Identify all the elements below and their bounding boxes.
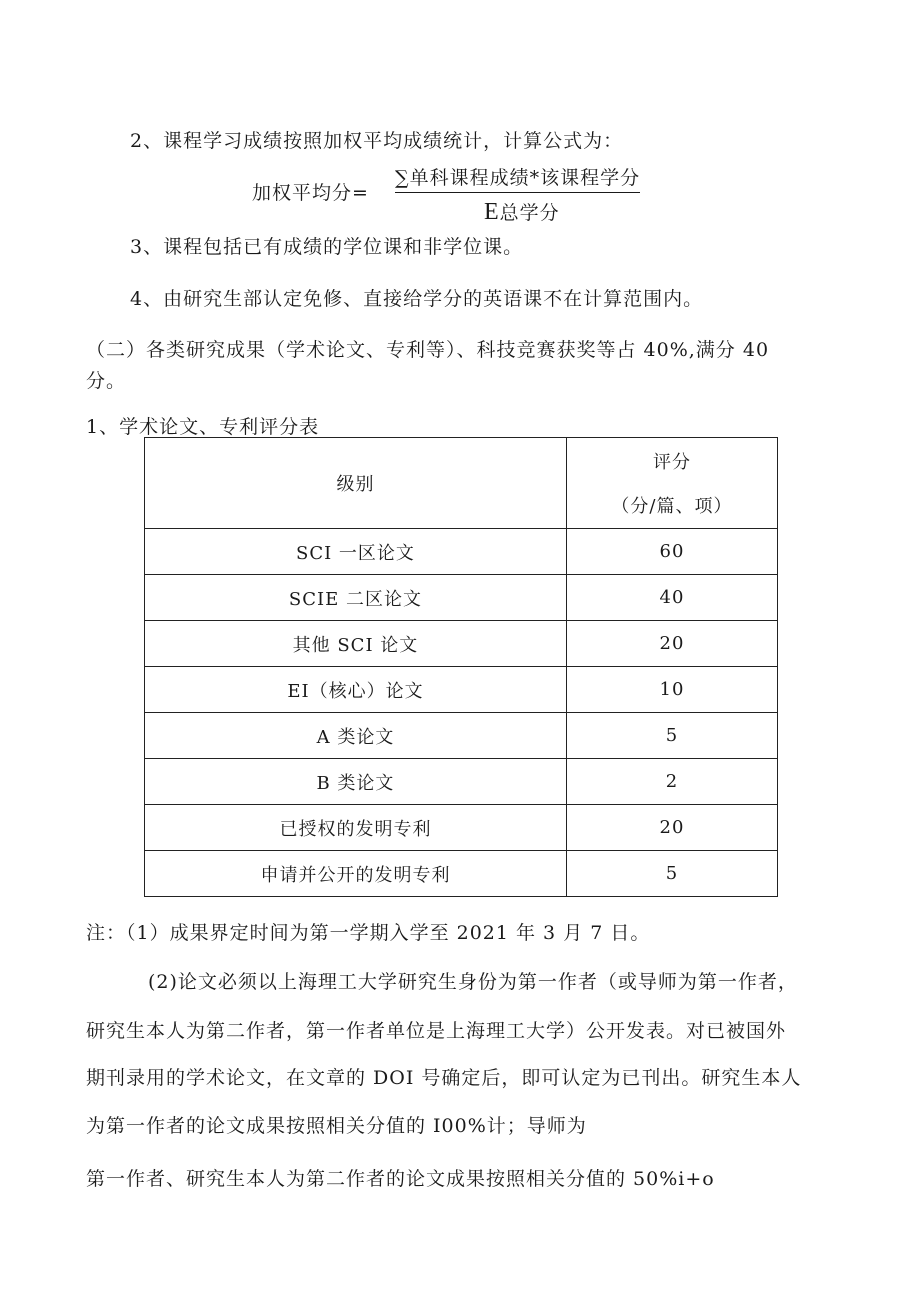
header-score-unit: （分/篇、项）: [611, 496, 733, 517]
header-level: 级别: [145, 438, 567, 529]
section-2-heading-cont: 分。: [86, 370, 127, 392]
header-score: [566, 438, 777, 529]
row-level: EI（核心）论文: [145, 667, 567, 713]
item-4-text: 4、由研究生部认定免修、直接给学分的英语课不在计算范围内。: [130, 288, 704, 310]
formula-numerator: ∑单科课程成绩*该课程学分: [395, 163, 640, 193]
row-level: B 类论文: [145, 759, 567, 805]
row-score: 5: [566, 851, 777, 897]
row-score: 5: [566, 713, 777, 759]
table-row: [145, 667, 778, 713]
note-2-line-4: 为第一作者的论文成果按照相关分值的 I00%计；导师为: [86, 1115, 587, 1137]
formula-denominator-symbol: E: [484, 199, 500, 225]
header-score-label: 评分: [652, 452, 691, 473]
note-2-line-1: (2)论文必须以上海理工大学研究生身份为第一作者（或导师为第一作者，: [148, 971, 798, 993]
table-row: [145, 759, 778, 805]
formula-denominator-text: 总学分: [499, 202, 560, 224]
row-level: 其他 SCI 论文: [145, 621, 567, 667]
row-score: 40: [566, 575, 777, 621]
table-row: [145, 575, 778, 621]
table-row: [145, 529, 778, 575]
item-2-text: 2、课程学习成绩按照加权平均成绩统计，计算公式为：: [130, 130, 624, 152]
table-row: [145, 621, 778, 667]
row-level: SCIE 二区论文: [145, 575, 567, 621]
item-3-text: 3、课程包括已有成绩的学位课和非学位课。: [130, 236, 524, 258]
section-2-heading: （二）各类研究成果（学术论文、专利等）、科技竞赛获奖等占 40%,满分 40: [86, 339, 770, 361]
row-score: 2: [566, 759, 777, 805]
score-table: [144, 437, 778, 897]
table-row: [145, 713, 778, 759]
table-header-row: [145, 438, 778, 529]
note-2-line-3: 期刊录用的学术论文，在文章的 DOI 号确定后，即可认定为已刊出。研究生本人: [86, 1067, 802, 1089]
table-title: 1、学术论文、专利评分表: [86, 416, 320, 438]
table-row: [145, 851, 778, 897]
row-score: 20: [566, 805, 777, 851]
formula-lhs: 加权平均分=: [252, 182, 369, 204]
row-level: 申请并公开的发明专利: [145, 851, 567, 897]
row-level: A 类论文: [145, 713, 567, 759]
note-2-line-2: 研究生本人为第二作者，第一作者单位是上海理工大学）公开发表。对已被国外: [86, 1020, 787, 1042]
row-level: SCI 一区论文: [145, 529, 567, 575]
row-score: 10: [566, 667, 777, 713]
formula-denominator: [484, 198, 560, 226]
note-1: 注：（1）成果界定时间为第一学期入学至 2021 年 3 月 7 日。: [86, 922, 651, 944]
row-score: 60: [566, 529, 777, 575]
row-score: 20: [566, 621, 777, 667]
row-level: 已授权的发明专利: [145, 805, 567, 851]
note-2-line-5: 第一作者、研究生本人为第二作者的论文成果按照相关分值的 50%i+o: [86, 1168, 715, 1190]
table-row: [145, 805, 778, 851]
